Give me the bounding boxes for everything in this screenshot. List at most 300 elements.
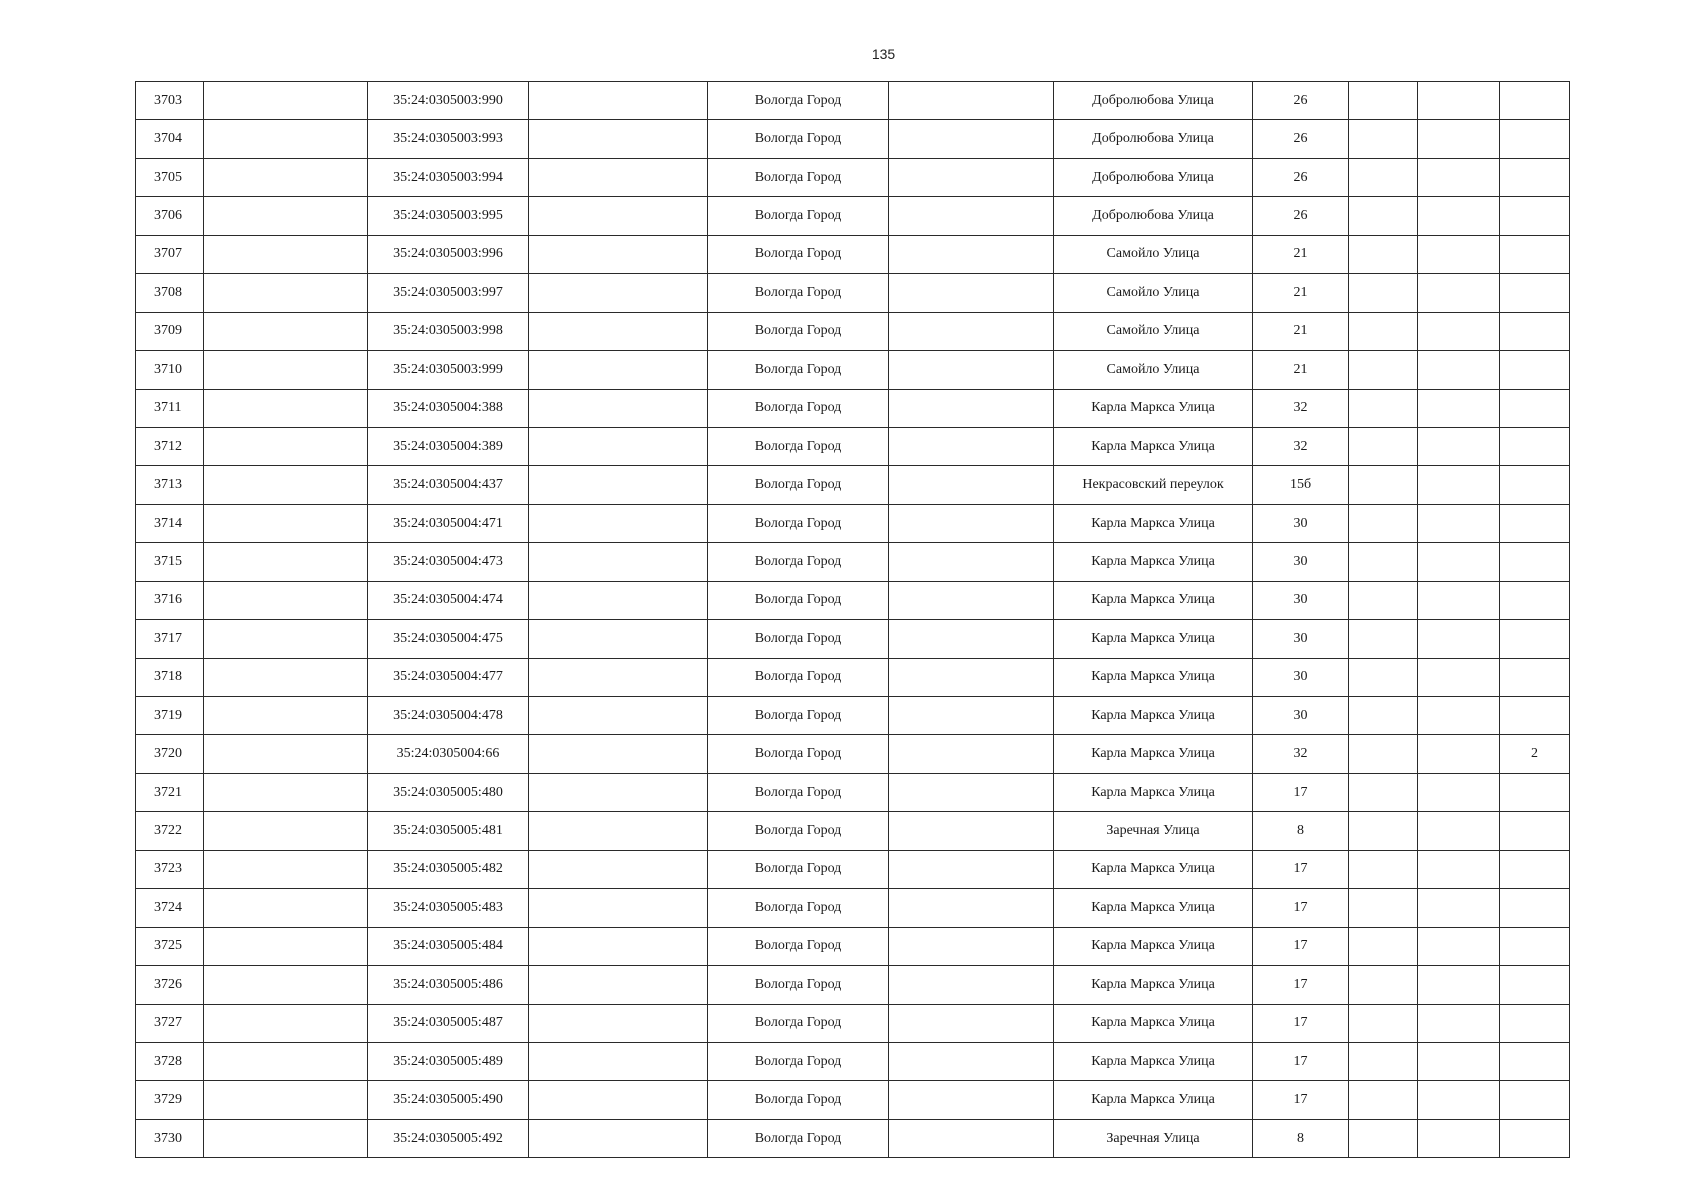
empty-cell bbox=[1418, 773, 1500, 811]
empty-cell bbox=[1418, 197, 1500, 235]
city-cell: Вологда Город bbox=[708, 158, 889, 196]
table-row bbox=[136, 966, 1570, 1004]
empty-cell bbox=[1349, 773, 1418, 811]
empty-cell bbox=[529, 543, 708, 581]
extra-value-cell bbox=[1500, 389, 1570, 427]
empty-cell bbox=[204, 235, 368, 273]
empty-cell bbox=[1349, 1004, 1418, 1042]
city-cell: Вологда Город bbox=[708, 889, 889, 927]
cadastral-number-cell: 35:24:0305005:482 bbox=[368, 850, 529, 888]
house-number-cell: 30 bbox=[1253, 658, 1349, 696]
cadastral-number-cell: 35:24:0305004:478 bbox=[368, 697, 529, 735]
empty-cell bbox=[1418, 466, 1500, 504]
empty-cell bbox=[1349, 1042, 1418, 1080]
empty-cell bbox=[204, 889, 368, 927]
cadastral-number-cell: 35:24:0305004:473 bbox=[368, 543, 529, 581]
empty-cell bbox=[889, 1042, 1054, 1080]
table-row bbox=[136, 235, 1570, 273]
house-number-cell: 26 bbox=[1253, 82, 1349, 120]
street-cell: Добролюбова Улица bbox=[1054, 82, 1253, 120]
table-row bbox=[136, 581, 1570, 619]
house-number-cell: 30 bbox=[1253, 697, 1349, 735]
empty-cell bbox=[204, 274, 368, 312]
empty-cell bbox=[889, 504, 1054, 542]
empty-cell bbox=[204, 735, 368, 773]
empty-cell bbox=[529, 773, 708, 811]
empty-cell bbox=[889, 773, 1054, 811]
street-cell: Самойло Улица bbox=[1054, 312, 1253, 350]
row-number-cell: 3724 bbox=[136, 889, 204, 927]
cadastral-number-cell: 35:24:0305004:474 bbox=[368, 581, 529, 619]
empty-cell bbox=[1349, 120, 1418, 158]
street-cell: Карла Маркса Улица bbox=[1054, 735, 1253, 773]
empty-cell bbox=[1418, 1042, 1500, 1080]
table-row bbox=[136, 889, 1570, 927]
cadastral-number-cell: 35:24:0305003:995 bbox=[368, 197, 529, 235]
city-cell: Вологда Город bbox=[708, 1081, 889, 1119]
empty-cell bbox=[529, 504, 708, 542]
empty-cell bbox=[889, 312, 1054, 350]
cadastral-number-cell: 35:24:0305005:486 bbox=[368, 966, 529, 1004]
city-cell: Вологда Город bbox=[708, 1004, 889, 1042]
cadastral-number-cell: 35:24:0305005:489 bbox=[368, 1042, 529, 1080]
empty-cell bbox=[889, 658, 1054, 696]
empty-cell bbox=[1418, 1119, 1500, 1157]
empty-cell bbox=[889, 427, 1054, 465]
extra-value-cell bbox=[1500, 697, 1570, 735]
cadastral-number-cell: 35:24:0305004:389 bbox=[368, 427, 529, 465]
city-cell: Вологда Город bbox=[708, 351, 889, 389]
empty-cell bbox=[529, 697, 708, 735]
empty-cell bbox=[889, 1004, 1054, 1042]
empty-cell bbox=[1349, 1119, 1418, 1157]
empty-cell bbox=[1418, 658, 1500, 696]
row-number-cell: 3707 bbox=[136, 235, 204, 273]
row-number-cell: 3718 bbox=[136, 658, 204, 696]
house-number-cell: 26 bbox=[1253, 158, 1349, 196]
empty-cell bbox=[204, 82, 368, 120]
extra-value-cell bbox=[1500, 197, 1570, 235]
empty-cell bbox=[1418, 427, 1500, 465]
city-cell: Вологда Город bbox=[708, 1119, 889, 1157]
table-row bbox=[136, 466, 1570, 504]
city-cell: Вологда Город bbox=[708, 427, 889, 465]
street-cell: Самойло Улица bbox=[1054, 235, 1253, 273]
empty-cell bbox=[529, 235, 708, 273]
row-number-cell: 3705 bbox=[136, 158, 204, 196]
empty-cell bbox=[1418, 1081, 1500, 1119]
city-cell: Вологда Город bbox=[708, 504, 889, 542]
city-cell: Вологда Город bbox=[708, 620, 889, 658]
street-cell: Карла Маркса Улица bbox=[1054, 1081, 1253, 1119]
empty-cell bbox=[1349, 581, 1418, 619]
cadastral-number-cell: 35:24:0305004:437 bbox=[368, 466, 529, 504]
house-number-cell: 32 bbox=[1253, 389, 1349, 427]
extra-value-cell bbox=[1500, 1004, 1570, 1042]
empty-cell bbox=[1418, 927, 1500, 965]
empty-cell bbox=[204, 1004, 368, 1042]
row-number-cell: 3725 bbox=[136, 927, 204, 965]
city-cell: Вологда Город bbox=[708, 312, 889, 350]
empty-cell bbox=[204, 504, 368, 542]
table-row bbox=[136, 1081, 1570, 1119]
extra-value-cell bbox=[1500, 966, 1570, 1004]
empty-cell bbox=[889, 620, 1054, 658]
empty-cell bbox=[1349, 351, 1418, 389]
cadastral-number-cell: 35:24:0305003:996 bbox=[368, 235, 529, 273]
empty-cell bbox=[1418, 620, 1500, 658]
empty-cell bbox=[1349, 312, 1418, 350]
extra-value-cell bbox=[1500, 466, 1570, 504]
city-cell: Вологда Город bbox=[708, 812, 889, 850]
empty-cell bbox=[529, 351, 708, 389]
house-number-cell: 8 bbox=[1253, 812, 1349, 850]
empty-cell bbox=[204, 812, 368, 850]
house-number-cell: 21 bbox=[1253, 312, 1349, 350]
empty-cell bbox=[1418, 1004, 1500, 1042]
empty-cell bbox=[889, 966, 1054, 1004]
empty-cell bbox=[529, 620, 708, 658]
empty-cell bbox=[1418, 235, 1500, 273]
street-cell: Карла Маркса Улица bbox=[1054, 620, 1253, 658]
empty-cell bbox=[1418, 543, 1500, 581]
row-number-cell: 3711 bbox=[136, 389, 204, 427]
empty-cell bbox=[529, 274, 708, 312]
empty-cell bbox=[204, 466, 368, 504]
empty-cell bbox=[1418, 850, 1500, 888]
empty-cell bbox=[889, 120, 1054, 158]
house-number-cell: 21 bbox=[1253, 274, 1349, 312]
row-number-cell: 3703 bbox=[136, 82, 204, 120]
extra-value-cell bbox=[1500, 620, 1570, 658]
table-row bbox=[136, 812, 1570, 850]
empty-cell bbox=[1349, 658, 1418, 696]
empty-cell bbox=[889, 235, 1054, 273]
empty-cell bbox=[1418, 581, 1500, 619]
empty-cell bbox=[529, 1004, 708, 1042]
empty-cell bbox=[1418, 889, 1500, 927]
street-cell: Карла Маркса Улица bbox=[1054, 543, 1253, 581]
extra-value-cell bbox=[1500, 235, 1570, 273]
row-number-cell: 3709 bbox=[136, 312, 204, 350]
empty-cell bbox=[889, 389, 1054, 427]
empty-cell bbox=[1349, 427, 1418, 465]
empty-cell bbox=[889, 697, 1054, 735]
street-cell: Добролюбова Улица bbox=[1054, 120, 1253, 158]
cadastral-number-cell: 35:24:0305003:994 bbox=[368, 158, 529, 196]
empty-cell bbox=[204, 581, 368, 619]
empty-cell bbox=[204, 543, 368, 581]
empty-cell bbox=[1418, 351, 1500, 389]
empty-cell bbox=[204, 1081, 368, 1119]
city-cell: Вологда Город bbox=[708, 197, 889, 235]
cadastral-number-cell: 35:24:0305005:492 bbox=[368, 1119, 529, 1157]
table-row bbox=[136, 927, 1570, 965]
empty-cell bbox=[529, 735, 708, 773]
empty-cell bbox=[529, 966, 708, 1004]
house-number-cell: 17 bbox=[1253, 927, 1349, 965]
empty-cell bbox=[204, 927, 368, 965]
city-cell: Вологда Город bbox=[708, 966, 889, 1004]
house-number-cell: 26 bbox=[1253, 120, 1349, 158]
empty-cell bbox=[529, 658, 708, 696]
empty-cell bbox=[889, 1119, 1054, 1157]
city-cell: Вологда Город bbox=[708, 389, 889, 427]
empty-cell bbox=[1418, 389, 1500, 427]
city-cell: Вологда Город bbox=[708, 658, 889, 696]
house-number-cell: 15б bbox=[1253, 466, 1349, 504]
street-cell: Карла Маркса Улица bbox=[1054, 850, 1253, 888]
empty-cell bbox=[204, 658, 368, 696]
extra-value-cell bbox=[1500, 427, 1570, 465]
extra-value-cell bbox=[1500, 543, 1570, 581]
table-row bbox=[136, 312, 1570, 350]
cadastral-number-cell: 35:24:0305004:475 bbox=[368, 620, 529, 658]
empty-cell bbox=[529, 1081, 708, 1119]
empty-cell bbox=[889, 1081, 1054, 1119]
empty-cell bbox=[529, 427, 708, 465]
empty-cell bbox=[204, 197, 368, 235]
city-cell: Вологда Город bbox=[708, 235, 889, 273]
row-number-cell: 3717 bbox=[136, 620, 204, 658]
street-cell: Карла Маркса Улица bbox=[1054, 889, 1253, 927]
street-cell: Карла Маркса Улица bbox=[1054, 966, 1253, 1004]
empty-cell bbox=[529, 197, 708, 235]
extra-value-cell bbox=[1500, 120, 1570, 158]
city-cell: Вологда Город bbox=[708, 82, 889, 120]
house-number-cell: 17 bbox=[1253, 1004, 1349, 1042]
house-number-cell: 21 bbox=[1253, 235, 1349, 273]
empty-cell bbox=[204, 773, 368, 811]
empty-cell bbox=[204, 158, 368, 196]
empty-cell bbox=[889, 812, 1054, 850]
empty-cell bbox=[1418, 812, 1500, 850]
empty-cell bbox=[1349, 620, 1418, 658]
extra-value-cell bbox=[1500, 658, 1570, 696]
cadastral-number-cell: 35:24:0305005:487 bbox=[368, 1004, 529, 1042]
city-cell: Вологда Город bbox=[708, 466, 889, 504]
street-cell: Самойло Улица bbox=[1054, 274, 1253, 312]
empty-cell bbox=[529, 120, 708, 158]
empty-cell bbox=[529, 389, 708, 427]
empty-cell bbox=[1418, 82, 1500, 120]
house-number-cell: 17 bbox=[1253, 850, 1349, 888]
extra-value-cell bbox=[1500, 889, 1570, 927]
row-number-cell: 3710 bbox=[136, 351, 204, 389]
table-row bbox=[136, 620, 1570, 658]
row-number-cell: 3723 bbox=[136, 850, 204, 888]
house-number-cell: 30 bbox=[1253, 543, 1349, 581]
row-number-cell: 3721 bbox=[136, 773, 204, 811]
street-cell: Карла Маркса Улица bbox=[1054, 658, 1253, 696]
empty-cell bbox=[1349, 1081, 1418, 1119]
extra-value-cell bbox=[1500, 812, 1570, 850]
row-number-cell: 3722 bbox=[136, 812, 204, 850]
cadastral-number-cell: 35:24:0305003:999 bbox=[368, 351, 529, 389]
cadastral-number-cell: 35:24:0305003:990 bbox=[368, 82, 529, 120]
empty-cell bbox=[1418, 697, 1500, 735]
house-number-cell: 30 bbox=[1253, 504, 1349, 542]
table-row bbox=[136, 82, 1570, 120]
cadastral-number-cell: 35:24:0305005:484 bbox=[368, 927, 529, 965]
empty-cell bbox=[204, 312, 368, 350]
empty-cell bbox=[529, 82, 708, 120]
empty-cell bbox=[889, 735, 1054, 773]
city-cell: Вологда Город bbox=[708, 581, 889, 619]
extra-value-cell bbox=[1500, 351, 1570, 389]
empty-cell bbox=[1349, 197, 1418, 235]
empty-cell bbox=[204, 120, 368, 158]
empty-cell bbox=[1349, 812, 1418, 850]
extra-value-cell bbox=[1500, 504, 1570, 542]
table-row bbox=[136, 504, 1570, 542]
table-row bbox=[136, 351, 1570, 389]
street-cell: Самойло Улица bbox=[1054, 351, 1253, 389]
cadastral-number-cell: 35:24:0305005:480 bbox=[368, 773, 529, 811]
empty-cell bbox=[1418, 120, 1500, 158]
city-cell: Вологда Город bbox=[708, 1042, 889, 1080]
table-row bbox=[136, 274, 1570, 312]
empty-cell bbox=[529, 466, 708, 504]
empty-cell bbox=[889, 543, 1054, 581]
empty-cell bbox=[529, 312, 708, 350]
street-cell: Добролюбова Улица bbox=[1054, 158, 1253, 196]
street-cell: Карла Маркса Улица bbox=[1054, 697, 1253, 735]
house-number-cell: 17 bbox=[1253, 889, 1349, 927]
empty-cell bbox=[529, 1042, 708, 1080]
empty-cell bbox=[1349, 389, 1418, 427]
empty-cell bbox=[204, 351, 368, 389]
row-number-cell: 3728 bbox=[136, 1042, 204, 1080]
empty-cell bbox=[1349, 466, 1418, 504]
empty-cell bbox=[1349, 850, 1418, 888]
city-cell: Вологда Город bbox=[708, 850, 889, 888]
city-cell: Вологда Город bbox=[708, 697, 889, 735]
empty-cell bbox=[1349, 966, 1418, 1004]
cadastral-number-cell: 35:24:0305004:388 bbox=[368, 389, 529, 427]
empty-cell bbox=[529, 581, 708, 619]
row-number-cell: 3713 bbox=[136, 466, 204, 504]
empty-cell bbox=[1349, 82, 1418, 120]
empty-cell bbox=[1418, 735, 1500, 773]
row-number-cell: 3729 bbox=[136, 1081, 204, 1119]
street-cell: Некрасовский переулок bbox=[1054, 466, 1253, 504]
empty-cell bbox=[529, 1119, 708, 1157]
cadastral-number-cell: 35:24:0305003:998 bbox=[368, 312, 529, 350]
empty-cell bbox=[889, 351, 1054, 389]
city-cell: Вологда Город bbox=[708, 773, 889, 811]
house-number-cell: 17 bbox=[1253, 1042, 1349, 1080]
extra-value-cell bbox=[1500, 274, 1570, 312]
table-row bbox=[136, 427, 1570, 465]
row-number-cell: 3708 bbox=[136, 274, 204, 312]
empty-cell bbox=[204, 1119, 368, 1157]
street-cell: Карла Маркса Улица bbox=[1054, 427, 1253, 465]
house-number-cell: 26 bbox=[1253, 197, 1349, 235]
row-number-cell: 3716 bbox=[136, 581, 204, 619]
empty-cell bbox=[889, 850, 1054, 888]
extra-value-cell bbox=[1500, 1042, 1570, 1080]
page-number: 135 bbox=[871, 46, 896, 62]
street-cell: Карла Маркса Улица bbox=[1054, 927, 1253, 965]
street-cell: Заречная Улица bbox=[1054, 1119, 1253, 1157]
table-row bbox=[136, 735, 1570, 773]
row-number-cell: 3715 bbox=[136, 543, 204, 581]
street-cell: Карла Маркса Улица bbox=[1054, 1004, 1253, 1042]
table-row bbox=[136, 697, 1570, 735]
house-number-cell: 17 bbox=[1253, 773, 1349, 811]
empty-cell bbox=[889, 274, 1054, 312]
empty-cell bbox=[204, 427, 368, 465]
table-row bbox=[136, 850, 1570, 888]
empty-cell bbox=[204, 620, 368, 658]
empty-cell bbox=[1349, 274, 1418, 312]
table-row bbox=[136, 389, 1570, 427]
empty-cell bbox=[204, 1042, 368, 1080]
empty-cell bbox=[889, 889, 1054, 927]
extra-value-cell bbox=[1500, 1081, 1570, 1119]
extra-value-cell bbox=[1500, 82, 1570, 120]
row-number-cell: 3714 bbox=[136, 504, 204, 542]
empty-cell bbox=[889, 158, 1054, 196]
street-cell: Карла Маркса Улица bbox=[1054, 504, 1253, 542]
street-cell: Заречная Улица bbox=[1054, 812, 1253, 850]
empty-cell bbox=[1349, 889, 1418, 927]
empty-cell bbox=[204, 697, 368, 735]
empty-cell bbox=[1418, 312, 1500, 350]
table-row bbox=[136, 543, 1570, 581]
table-row bbox=[136, 197, 1570, 235]
empty-cell bbox=[1349, 543, 1418, 581]
empty-cell bbox=[889, 581, 1054, 619]
table-row bbox=[136, 773, 1570, 811]
table-row bbox=[136, 158, 1570, 196]
cadastral-number-cell: 35:24:0305005:483 bbox=[368, 889, 529, 927]
cadastral-number-cell: 35:24:0305004:477 bbox=[368, 658, 529, 696]
city-cell: Вологда Город bbox=[708, 543, 889, 581]
table-row bbox=[136, 1119, 1570, 1157]
empty-cell bbox=[1349, 697, 1418, 735]
table-row bbox=[136, 658, 1570, 696]
table-row bbox=[136, 120, 1570, 158]
empty-cell bbox=[1418, 274, 1500, 312]
city-cell: Вологда Город bbox=[708, 927, 889, 965]
empty-cell bbox=[529, 812, 708, 850]
empty-cell bbox=[529, 927, 708, 965]
empty-cell bbox=[889, 927, 1054, 965]
street-cell: Карла Маркса Улица bbox=[1054, 581, 1253, 619]
extra-value-cell bbox=[1500, 581, 1570, 619]
cadastral-number-cell: 35:24:0305004:66 bbox=[368, 735, 529, 773]
empty-cell bbox=[1349, 927, 1418, 965]
city-cell: Вологда Город bbox=[708, 120, 889, 158]
empty-cell bbox=[889, 82, 1054, 120]
empty-cell bbox=[204, 850, 368, 888]
street-cell: Карла Маркса Улица bbox=[1054, 773, 1253, 811]
empty-cell bbox=[204, 389, 368, 427]
empty-cell bbox=[529, 850, 708, 888]
extra-value-cell bbox=[1500, 158, 1570, 196]
empty-cell bbox=[1349, 235, 1418, 273]
street-cell: Добролюбова Улица bbox=[1054, 197, 1253, 235]
row-number-cell: 3730 bbox=[136, 1119, 204, 1157]
house-number-cell: 8 bbox=[1253, 1119, 1349, 1157]
house-number-cell: 17 bbox=[1253, 1081, 1349, 1119]
cadastral-number-cell: 35:24:0305004:471 bbox=[368, 504, 529, 542]
empty-cell bbox=[529, 158, 708, 196]
street-cell: Карла Маркса Улица bbox=[1054, 389, 1253, 427]
cadastral-number-cell: 35:24:0305003:993 bbox=[368, 120, 529, 158]
